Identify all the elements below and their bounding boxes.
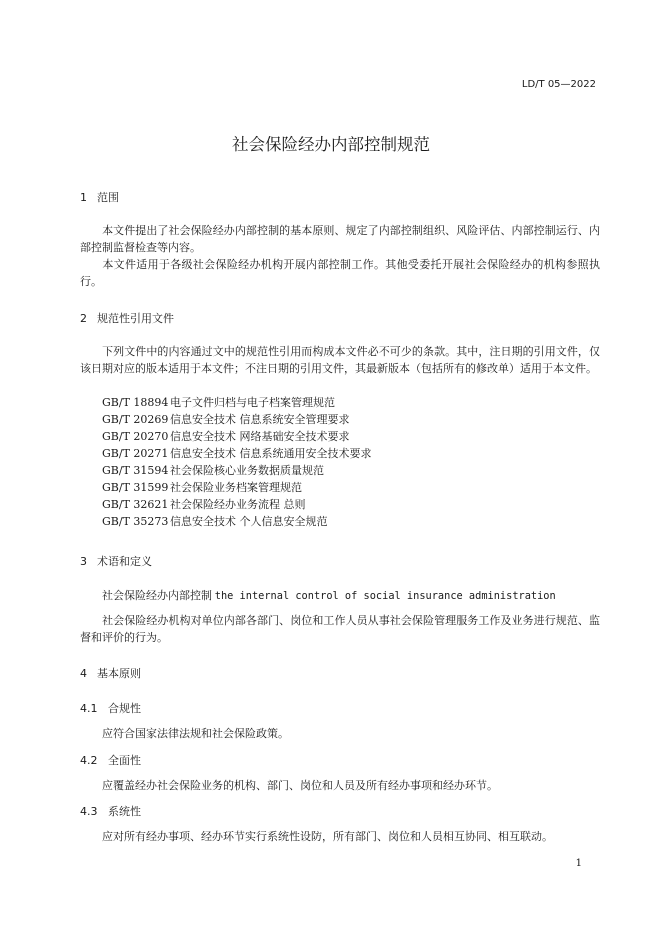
reference-title: 社会保险经办业务流程 总则 — [170, 498, 306, 511]
page-number: 1 — [575, 858, 582, 869]
subsection-title: 合规性 — [108, 702, 141, 715]
reference-title: 信息安全技术 网络基础安全技术要求 — [170, 430, 350, 443]
reference-item — [102, 496, 306, 512]
reference-item — [102, 513, 328, 529]
paragraph — [80, 343, 600, 377]
paragraph-text: 本文件提出了社会保险经办内部控制的基本原则、规定了内部控制组织、风险评估、内部控制运行、内部控制监督检查等内容。 — [80, 224, 600, 254]
subsection-heading — [80, 803, 141, 819]
paragraph — [80, 222, 600, 256]
reference-item — [102, 428, 350, 444]
section-title: 范围 — [97, 191, 119, 204]
reference-code: GB/T 32621 — [102, 498, 169, 511]
paragraph — [80, 612, 600, 646]
term-english: the internal control of social insurance administration — [214, 590, 556, 602]
term-chinese: 社会保险经办内部控制 — [102, 589, 212, 602]
section-title: 基本原则 — [97, 667, 141, 680]
subsection-title: 全面性 — [108, 754, 141, 767]
subsection-number: 4.1 — [80, 702, 98, 715]
reference-item — [102, 411, 350, 427]
subsection-number: 4.3 — [80, 805, 98, 818]
section-title: 规范性引用文件 — [97, 312, 174, 325]
reference-code: GB/T 20271 — [102, 447, 169, 460]
reference-code: GB/T 20270 — [102, 430, 169, 443]
section-heading-principles — [80, 665, 141, 681]
section-number: 2 — [80, 312, 87, 325]
document-title: 社会保险经办内部控制规范 — [232, 135, 430, 154]
paragraph — [80, 256, 600, 290]
reference-title: 社会保险业务档案管理规范 — [170, 481, 302, 494]
subsection-text: 应覆盖经办社会保险业务的机构、部门、岗位和人员及所有经办事项和经办环节。 — [102, 779, 498, 792]
paragraph-text: 本文件适用于各级社会保险经办机构开展内部控制工作。其他受委托开展社会保险经办的机构参照执行。 — [80, 258, 600, 288]
section-heading-scope — [80, 189, 119, 205]
subsection-text: 应对所有经办事项、经办环节实行系统性设防，所有部门、岗位和人员相互协同、相互联动。 — [102, 830, 553, 843]
reference-title: 社会保险核心业务数据质量规范 — [170, 464, 324, 477]
section-title: 术语和定义 — [97, 555, 152, 568]
subsection-heading — [80, 752, 141, 768]
subsection-number: 4.2 — [80, 754, 98, 767]
reference-item — [102, 462, 324, 478]
reference-code: GB/T 18894 — [102, 396, 169, 409]
subsection-heading — [80, 700, 141, 716]
reference-code: GB/T 31599 — [102, 481, 169, 494]
section-heading-normative-references — [80, 310, 174, 326]
subsection-title: 系统性 — [108, 805, 141, 818]
reference-title: 电子文件归档与电子档案管理规范 — [170, 396, 335, 409]
section-number: 1 — [80, 191, 87, 204]
section-heading-terms — [80, 553, 152, 569]
reference-item — [102, 479, 302, 495]
subsection-text: 应符合国家法律法规和社会保险政策。 — [102, 727, 289, 740]
paragraph-text: 下列文件中的内容通过文中的规范性引用而构成本文件必不可少的条款。其中，注日期的引用文件，仅该日期对应的版本适用于本文件；不注日期的引用文件，其最新版本（包括所有的修改单）适用于本文件。 — [80, 345, 600, 375]
reference-title: 信息安全技术 信息系统通用安全技术要求 — [170, 447, 372, 460]
reference-item — [102, 445, 372, 461]
document-code: LD/T 05—2022 — [521, 79, 596, 90]
reference-code: GB/T 20269 — [102, 413, 169, 426]
section-number: 3 — [80, 555, 87, 568]
reference-code: GB/T 31594 — [102, 464, 169, 477]
reference-item — [102, 394, 335, 410]
reference-title: 信息安全技术 个人信息安全规范 — [170, 515, 328, 528]
reference-title: 信息安全技术 信息系统安全管理要求 — [170, 413, 350, 426]
term-entry — [102, 587, 556, 603]
term-definition: 社会保险经办机构对单位内部各部门、岗位和工作人员从事社会保险管理服务工作及业务进行规范、监督和评价的行为。 — [80, 614, 600, 644]
reference-code: GB/T 35273 — [102, 515, 169, 528]
section-number: 4 — [80, 667, 87, 680]
